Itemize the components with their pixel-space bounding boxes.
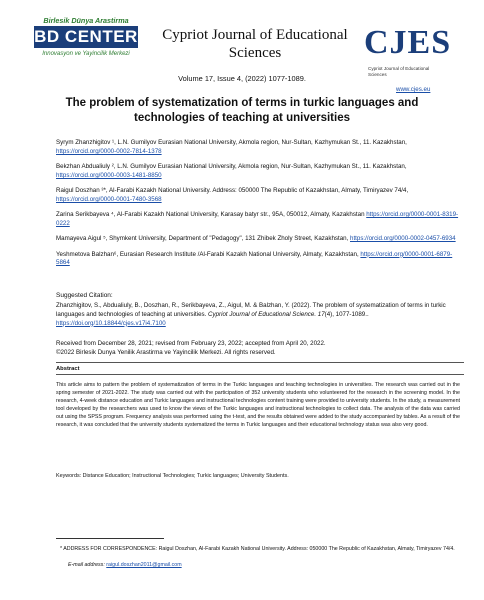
publisher-logo — [28, 16, 144, 70]
author-entry — [56, 235, 464, 244]
publisher-logo-top-text: Birlesik Dünya Arastirma — [43, 16, 129, 25]
divider — [56, 362, 464, 363]
orcid-link[interactable]: https://orcid.org/0000-0001-7480-3568 — [56, 195, 162, 203]
dates-copyright — [56, 340, 460, 358]
publisher-logo-bottom-text: Innovasyon ve Yayincilik Merkezi — [42, 51, 130, 57]
journal-website-link[interactable]: www.cjes.eu — [396, 86, 431, 93]
journal-logo — [364, 24, 450, 84]
journal-title: Cypriot Journal of Educational Sciences — [162, 27, 348, 61]
citation-body: Zhanzhigitov, S., Abdualiuly, B., Doszhan, R., Serikbayeva, Z., Aigul, M. & Balzhan, Y. (2022). The problem of systematization of terms in turkic languages and technologies of teaching at universities. — [56, 302, 446, 318]
author-entry — [56, 163, 464, 181]
citation-heading: Suggested Citation: — [56, 292, 113, 299]
author-list — [56, 139, 464, 275]
email-link[interactable]: raigul.doszhan2011@gmail.com — [106, 562, 182, 568]
orcid-link[interactable]: https://orcid.org/0000-0002-7814-1378 — [56, 147, 162, 155]
correspondence-footnote: * ADDRESS FOR CORRESPONDENCE: Raigul Doszhan, Al-Farabi Kazakh National University. Address: 050000 The Republic of Kazakhstan, Almaty, Timiryazev 74/4. — [60, 546, 455, 552]
journal-logo-subtitle: Cypriot Journal of Educational Sciences — [368, 66, 430, 77]
author-affiliation: Syrym Zhanzhigitov ¹, L.N. Gumilyov Eurasian National University, Akmola region, Nur-Sultan, Kazhymukan St., 11. Kazakhstan, — [56, 139, 407, 146]
citation-journal: Cypriot Journal of Educational Science. 17 — [208, 310, 325, 318]
citation-text — [56, 302, 460, 328]
author-entry — [56, 251, 464, 269]
email-label: E-mail address: — [68, 562, 107, 568]
received-dates: Received from December 28, 2021; revised from February 23, 2022; accepted from April 20, 2022. — [56, 340, 326, 347]
author-affiliation: Mamayeva Aigul ⁵, Shymkent University, Department of "Pedagogy", 131 Zhibek Zholy Street, Kazakhstan, — [56, 235, 351, 243]
author-affiliation: Raigul Doszhan ³*, Al-Farabi Kazakh National University. Address: 050000 The Republic of Kazakhstan, Almaty, Timiryazev 74/4, — [56, 187, 409, 195]
footnote-divider — [56, 538, 164, 539]
divider — [56, 374, 464, 375]
author-affiliation: Zarina Serikbayeva ⁴, Al-Farabi Kazakh National University, Karasay batyr str., 95A, 050012, Almaty, Kazakhstan — [56, 211, 367, 219]
abstract-heading: Abstract — [56, 366, 80, 372]
footnote-email — [68, 562, 182, 568]
paper-title: The problem of systematization of terms in turkic languages and technologies of teaching at universities — [65, 97, 419, 124]
author-affiliation: Yeshmetova Balzhan⁶, Eurasian Research Institute /Al-Farabi Kazakh National University, Almaty, Kazakhstan, — [56, 250, 361, 258]
keywords: Keywords: Distance Education; Instructional Technologies; Turkic languages; University Students. — [56, 473, 289, 479]
orcid-link[interactable]: https://orcid.org/0000-0003-1481-8850 — [56, 171, 162, 179]
author-entry — [56, 211, 464, 229]
author-affiliation: Bekzhan Abdualiuly ², L.N. Gumilyov Eurasian National University, Akmola region, Nur-Sultan, Kazhymukan St., 11. Kazakhstan, — [56, 163, 407, 171]
journal-logo-text: CJES — [364, 24, 452, 61]
orcid-link[interactable]: https://orcid.org/0000-0001-6879-5864 — [56, 250, 453, 267]
citation-pages: (4), 1077-1089.. — [324, 310, 369, 318]
author-entry — [56, 187, 464, 205]
abstract-text: This article aims to pattern the problem of systematization of terms in the Turkic languages and teaching technologies in universities. The research was carried out in the spring semester of 2021-2022. The study was carried out with the participation of 352 university students who volunteered for the research in the screening model. In the research, 4-week distance education and Turkic languages and instructional technologies content training were provided to university students. In the study, a measurement tool developed by the researchers was used to know the views of the Turkic languages and instructional technologies to collect data. The analysis of the data was carried out using the SPSS program. Frequency analysis was performed using the t-test, and the results obtained were added to the study accompanied by tables. As a result of the research, it was concluded that the university students systematized the terms in Turkic languages and their educational technology status was also very good. — [56, 382, 460, 429]
author-entry — [56, 139, 464, 157]
doi-link[interactable]: https://doi.org/10.18844/cjes.v17i4.7100 — [56, 319, 166, 327]
orcid-link[interactable]: https://orcid.org/0000-0001-8319-0222 — [56, 211, 459, 228]
orcid-link[interactable]: https://orcid.org/0000-0002-0457-6934 — [350, 235, 456, 243]
copyright-notice: ©2022 Birlesik Dunya Yenilik Arastirma ve Yayincilik Merkezi. All rights reserved. — [56, 348, 276, 356]
volume-info: Volume 17, Issue 4, (2022) 1077-1089. — [178, 74, 306, 83]
publisher-logo-main-text: BD CENTER — [34, 27, 138, 46]
